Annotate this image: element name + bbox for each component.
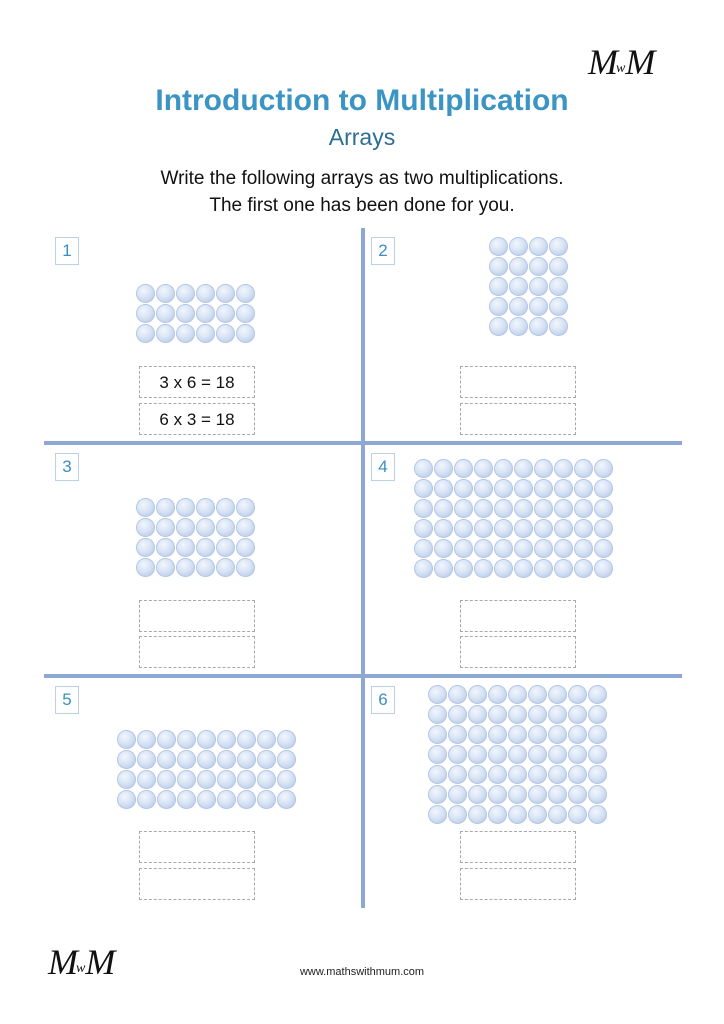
array-dot [588, 805, 607, 824]
question-number: 4 [371, 453, 395, 481]
array-dot [177, 770, 196, 789]
page-title: Introduction to Multiplication [155, 84, 569, 117]
array-dot [434, 539, 453, 558]
array-dot [509, 297, 528, 316]
array-dot [428, 745, 447, 764]
array-dot [434, 559, 453, 578]
array-dot [217, 750, 236, 769]
array-dot [156, 538, 175, 557]
array-dot [534, 539, 553, 558]
array-dot [529, 277, 548, 296]
array-dot [216, 498, 235, 517]
array-dot [489, 257, 508, 276]
array-dot [588, 745, 607, 764]
array-dot [468, 805, 487, 824]
array-dot [594, 459, 613, 478]
array-dot [136, 284, 155, 303]
array-dot [489, 237, 508, 256]
array-dot [514, 499, 533, 518]
instruction-line-2: The first one has been done for you. [209, 195, 515, 216]
array-dot [428, 725, 447, 744]
array-dot [177, 790, 196, 809]
array-dot [197, 790, 216, 809]
vertical-divider [361, 228, 365, 908]
array-dot [594, 559, 613, 578]
array-dot [514, 559, 533, 578]
array-dot [529, 257, 548, 276]
array-dot [528, 765, 547, 784]
array-dot [237, 770, 256, 789]
array-dot [568, 745, 587, 764]
array-dot [574, 539, 593, 558]
array-dot [454, 499, 473, 518]
array-dot [508, 685, 527, 704]
footer-website[interactable]: www.mathswithmum.com [299, 966, 425, 978]
array-dot [117, 750, 136, 769]
array-dot [548, 785, 567, 804]
answer-box[interactable] [139, 636, 255, 668]
array-dot [237, 790, 256, 809]
question-number: 2 [371, 237, 395, 265]
array-dot [528, 685, 547, 704]
array-dot [568, 785, 587, 804]
array-dot [196, 558, 215, 577]
dot-array [428, 685, 607, 824]
array-dot [468, 765, 487, 784]
array-dot [414, 499, 433, 518]
array-dot [136, 304, 155, 323]
array-dot [117, 790, 136, 809]
array-dot [488, 765, 507, 784]
array-dot [488, 685, 507, 704]
answer-box[interactable] [460, 831, 576, 863]
array-dot [554, 539, 573, 558]
array-dot [137, 730, 156, 749]
array-dot [548, 805, 567, 824]
array-dot [488, 805, 507, 824]
array-dot [237, 750, 256, 769]
array-dot [176, 558, 195, 577]
array-dot [534, 519, 553, 538]
array-dot [196, 324, 215, 343]
array-dot [568, 705, 587, 724]
question-number: 1 [55, 237, 79, 265]
array-dot [574, 559, 593, 578]
array-dot [454, 539, 473, 558]
array-dot [548, 685, 567, 704]
array-dot [257, 790, 276, 809]
array-dot [434, 519, 453, 538]
array-dot [568, 725, 587, 744]
array-dot [216, 304, 235, 323]
array-dot [196, 304, 215, 323]
array-dot [549, 277, 568, 296]
array-dot [514, 539, 533, 558]
array-dot [528, 745, 547, 764]
array-dot [494, 479, 513, 498]
array-dot [568, 765, 587, 784]
array-dot [509, 237, 528, 256]
answer-box[interactable] [460, 600, 576, 632]
array-dot [177, 730, 196, 749]
array-dot [509, 257, 528, 276]
array-dot [434, 499, 453, 518]
page-subtitle: Arrays [328, 124, 396, 150]
array-dot [494, 499, 513, 518]
array-dot [494, 559, 513, 578]
array-dot [509, 317, 528, 336]
array-dot [554, 459, 573, 478]
array-dot [176, 304, 195, 323]
array-dot [277, 790, 296, 809]
array-dot [156, 498, 175, 517]
array-dot [454, 519, 473, 538]
array-dot [488, 785, 507, 804]
array-dot [257, 750, 276, 769]
array-dot [594, 479, 613, 498]
array-dot [549, 237, 568, 256]
array-dot [494, 539, 513, 558]
array-dot [474, 499, 493, 518]
array-dot [468, 705, 487, 724]
answer-box[interactable]: 6 x 3 = 18 [139, 403, 255, 435]
array-dot [176, 518, 195, 537]
array-dot [529, 237, 548, 256]
question-number: 3 [55, 453, 79, 481]
array-dot [568, 685, 587, 704]
array-dot [488, 705, 507, 724]
array-dot [136, 324, 155, 343]
array-dot [197, 730, 216, 749]
array-dot [528, 785, 547, 804]
array-dot [414, 459, 433, 478]
array-dot [588, 785, 607, 804]
array-dot [594, 519, 613, 538]
array-dot [176, 538, 195, 557]
array-dot [196, 498, 215, 517]
dot-array [489, 237, 568, 336]
array-dot [448, 725, 467, 744]
array-dot [548, 705, 567, 724]
array-dot [137, 750, 156, 769]
array-dot [257, 770, 276, 789]
array-dot [534, 459, 553, 478]
array-dot [136, 498, 155, 517]
array-dot [508, 745, 527, 764]
array-dot [588, 705, 607, 724]
array-dot [236, 538, 255, 557]
array-dot [574, 459, 593, 478]
array-dot [474, 519, 493, 538]
array-dot [474, 559, 493, 578]
array-dot [448, 785, 467, 804]
array-dot [428, 685, 447, 704]
array-dot [468, 785, 487, 804]
answer-box[interactable] [460, 868, 576, 900]
array-dot [414, 479, 433, 498]
array-dot [594, 499, 613, 518]
array-dot [157, 770, 176, 789]
answer-box[interactable] [139, 868, 255, 900]
array-dot [548, 745, 567, 764]
array-dot [489, 317, 508, 336]
array-dot [534, 499, 553, 518]
array-dot [494, 519, 513, 538]
array-dot [574, 499, 593, 518]
dot-array [414, 459, 613, 578]
array-dot [236, 304, 255, 323]
answer-box[interactable] [460, 636, 576, 668]
array-dot [528, 805, 547, 824]
array-dot [454, 479, 473, 498]
array-dot [236, 558, 255, 577]
array-dot [197, 770, 216, 789]
array-dot [428, 705, 447, 724]
array-dot [197, 750, 216, 769]
array-dot [236, 284, 255, 303]
array-dot [277, 750, 296, 769]
array-dot [236, 498, 255, 517]
array-dot [156, 324, 175, 343]
question-number: 5 [55, 686, 79, 714]
array-dot [414, 559, 433, 578]
array-dot [474, 459, 493, 478]
array-dot [196, 518, 215, 537]
array-dot [489, 297, 508, 316]
array-dot [216, 538, 235, 557]
array-dot [428, 765, 447, 784]
answer-box[interactable] [139, 600, 255, 632]
array-dot [529, 317, 548, 336]
array-dot [176, 498, 195, 517]
array-dot [156, 284, 175, 303]
array-dot [176, 324, 195, 343]
array-dot [448, 685, 467, 704]
array-dot [277, 770, 296, 789]
array-dot [508, 785, 527, 804]
array-dot [156, 518, 175, 537]
array-dot [488, 745, 507, 764]
array-dot [157, 790, 176, 809]
array-dot [454, 559, 473, 578]
array-dot [196, 284, 215, 303]
array-dot [574, 479, 593, 498]
array-dot [156, 304, 175, 323]
horizontal-divider [44, 674, 682, 678]
array-dot [514, 479, 533, 498]
array-dot [514, 519, 533, 538]
array-dot [176, 284, 195, 303]
array-dot [528, 705, 547, 724]
array-dot [216, 284, 235, 303]
array-dot [468, 685, 487, 704]
array-dot [236, 518, 255, 537]
array-dot [237, 730, 256, 749]
array-dot [157, 730, 176, 749]
array-dot [136, 518, 155, 537]
array-dot [588, 765, 607, 784]
array-dot [494, 459, 513, 478]
array-dot [508, 725, 527, 744]
array-dot [414, 539, 433, 558]
answer-box[interactable] [460, 366, 576, 398]
array-dot [474, 479, 493, 498]
array-dot [588, 725, 607, 744]
array-dot [216, 324, 235, 343]
array-dot [236, 324, 255, 343]
array-dot [594, 539, 613, 558]
array-dot [489, 277, 508, 296]
array-dot [468, 725, 487, 744]
array-dot [554, 479, 573, 498]
horizontal-divider [44, 441, 682, 445]
array-dot [549, 297, 568, 316]
array-dot [216, 558, 235, 577]
array-dot [217, 730, 236, 749]
dot-array [136, 284, 255, 343]
array-dot [554, 499, 573, 518]
instruction-line-1: Write the following arrays as two multiplications. [160, 168, 564, 189]
array-dot [488, 725, 507, 744]
array-dot [257, 730, 276, 749]
array-dot [136, 558, 155, 577]
array-dot [508, 705, 527, 724]
array-dot [508, 805, 527, 824]
array-dot [428, 785, 447, 804]
array-dot [474, 539, 493, 558]
array-dot [414, 519, 433, 538]
array-dot [548, 725, 567, 744]
array-dot [137, 770, 156, 789]
array-dot [448, 805, 467, 824]
array-dot [177, 750, 196, 769]
array-dot [277, 730, 296, 749]
array-dot [434, 479, 453, 498]
array-dot [448, 765, 467, 784]
brand-logo: MwM [588, 42, 654, 82]
dot-array [136, 498, 255, 577]
array-dot [548, 765, 567, 784]
array-dot [137, 790, 156, 809]
array-dot [448, 745, 467, 764]
answer-box[interactable] [460, 403, 576, 435]
array-dot [554, 559, 573, 578]
array-dot [468, 745, 487, 764]
array-dot [549, 257, 568, 276]
array-dot [554, 519, 573, 538]
array-dot [514, 459, 533, 478]
question-number: 6 [371, 686, 395, 714]
array-dot [117, 770, 136, 789]
array-dot [117, 730, 136, 749]
answer-box[interactable] [139, 831, 255, 863]
array-dot [157, 750, 176, 769]
array-dot [216, 518, 235, 537]
array-dot [217, 790, 236, 809]
array-dot [217, 770, 236, 789]
array-dot [196, 538, 215, 557]
array-dot [528, 725, 547, 744]
array-dot [509, 277, 528, 296]
array-dot [136, 538, 155, 557]
array-dot [588, 685, 607, 704]
array-dot [529, 297, 548, 316]
brand-logo: MwM [48, 942, 114, 982]
array-dot [508, 765, 527, 784]
array-dot [534, 559, 553, 578]
answer-box[interactable]: 3 x 6 = 18 [139, 366, 255, 398]
array-dot [434, 459, 453, 478]
array-dot [574, 519, 593, 538]
array-dot [568, 805, 587, 824]
array-dot [549, 317, 568, 336]
array-dot [156, 558, 175, 577]
array-dot [428, 805, 447, 824]
array-dot [534, 479, 553, 498]
array-dot [454, 459, 473, 478]
dot-array [117, 730, 296, 809]
array-dot [448, 705, 467, 724]
